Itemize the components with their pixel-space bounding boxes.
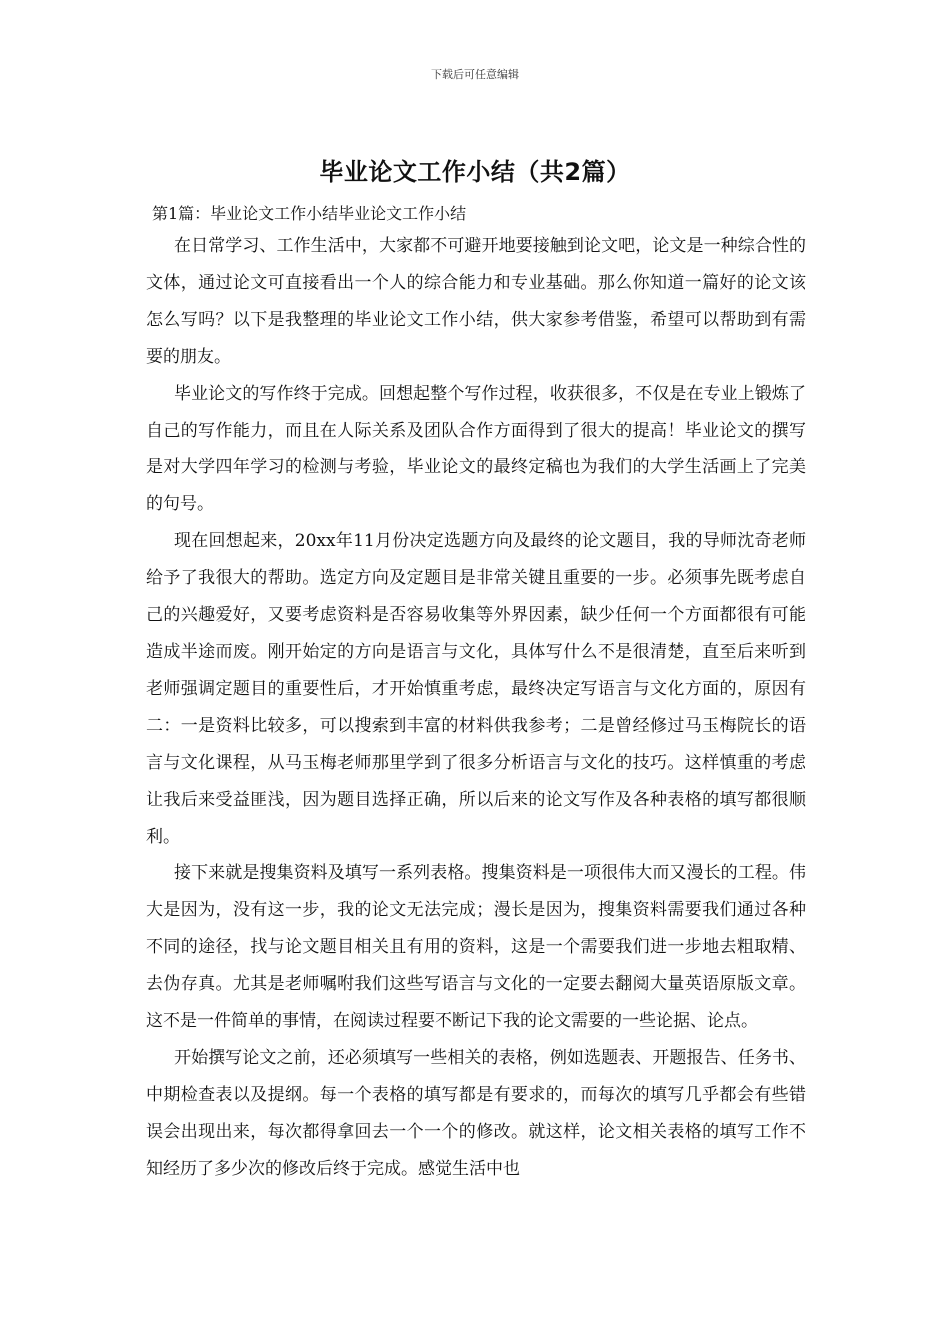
paragraph-forms: 开始撰写论文之前，还必须填写一些相关的表格，例如选题表、开题报告、任务书、中期检查表以及提纲。每一个表格的填写都是有要求的，而每次的填写几乎都会有些错误会出现出来，每次都得拿回去一个一个的修改。就这样，论文相关表格的填写工作不知经历了多少次的修改后终于完成。感觉生活中也: [146, 1047, 806, 1179]
document-body: [146, 228, 806, 1188]
document-title: 毕业论文工作小结（共2篇）: [319, 158, 631, 186]
page-header-note: 下载后可任意编辑: [431, 68, 519, 81]
section-subtitle: 第1篇：毕业论文工作小结毕业论文工作小结: [152, 204, 467, 223]
paragraph-intro: 在日常学习、工作生活中，大家都不可避开地要接触到论文吧，论文是一种综合性的文体，通过论文可直接看出一个人的综合能力和专业基础。那么你知道一篇好的论文该怎么写吗？以下是我整理的毕业论文工作小结，供大家参考借鉴，希望可以帮助到有需要的朋友。: [146, 236, 806, 367]
paragraph-completion: 毕业论文的写作终于完成。回想起整个写作过程，收获很多，不仅是在专业上锻炼了自己的写作能力，而且在人际关系及团队合作方面得到了很大的提高！毕业论文的撰写是对大学四年学习的检测与考验，毕业论文的最终定稿也为我们的大学生活画上了完美的句号。: [146, 383, 806, 515]
paragraph-topic-selection: 现在回想起来，20xx年11月份决定选题方向及最终的论文题目，我的导师沈奇老师给予了我很大的帮助。选定方向及定题目是非常关键且重要的一步。必须事先既考虑自己的兴趣爱好，又要考虑资料是否容易收集等外界因素，缺少任何一个方面都很有可能造成半途而废。刚开始定的方向是语言与文化，具体写什么不是很清楚，直至后来听到老师强调定题目的重要性后，才开始慎重考虑，最终决定写语言与文化方面的，原因有二：一是资料比较多，可以搜索到丰富的材料供我参考；二是曾经修过马玉梅院长的语言与文化课程，从马玉梅老师那里学到了很多分析语言与文化的技巧。这样慎重的考虑让我后来受益匪浅，因为题目选择正确，所以后来的论文写作及各种表格的填写都很顺利。: [146, 531, 806, 847]
paragraph-research: 接下来就是搜集资料及填写一系列表格。搜集资料是一项很伟大而又漫长的工程。伟大是因为，没有这一步，我的论文无法完成；漫长是因为，搜集资料需要我们通过各种不同的途径，找与论文题目相关且有用的资料，这是一个需要我们进一步地去粗取精、去伪存真。尤其是老师嘱咐我们这些写语言与文化的一定要去翻阅大量英语原版文章。这不是一件简单的事情，在阅读过程要不断记下我的论文需要的一些论据、论点。: [146, 863, 806, 1032]
